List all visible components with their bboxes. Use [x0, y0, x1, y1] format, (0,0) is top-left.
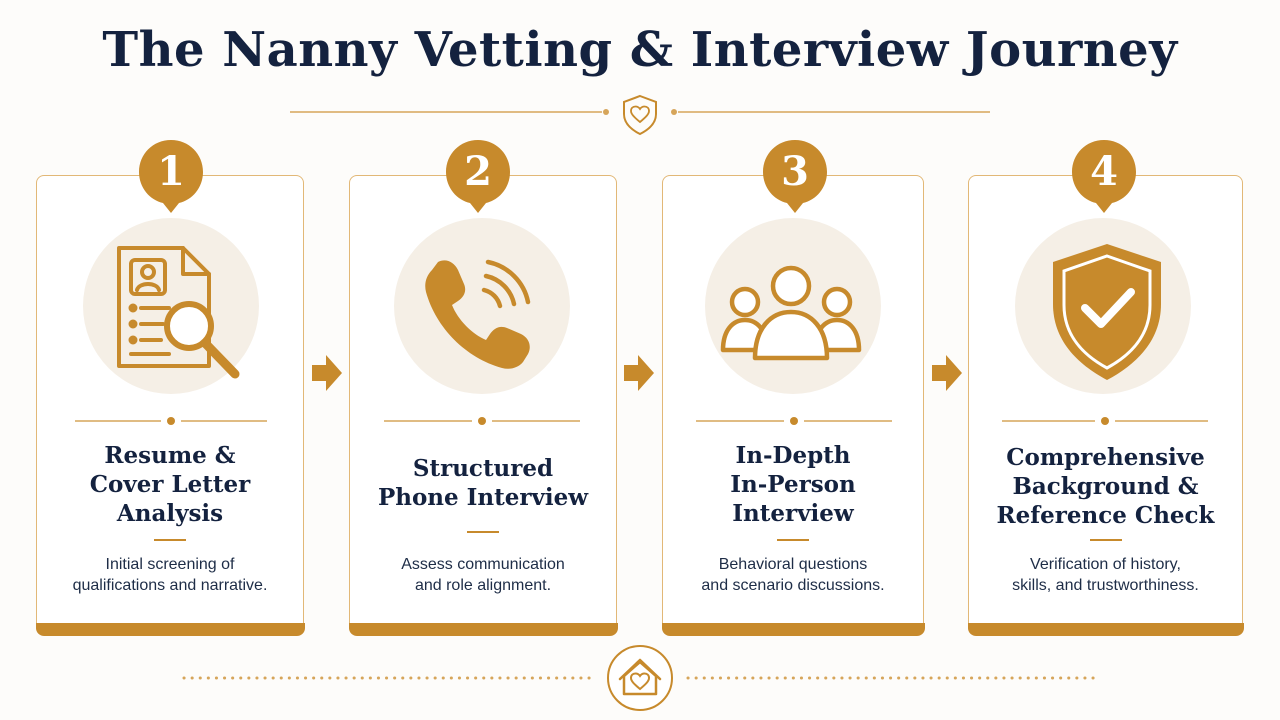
page-title: The Nanny Vetting & Interview Journey: [102, 22, 1178, 78]
step-number: 1: [157, 148, 185, 195]
divider: [1002, 414, 1208, 428]
divider: [75, 414, 267, 428]
step-badge-4: [1070, 138, 1138, 214]
step-title: Structured Phone Interview: [377, 455, 589, 511]
shield-heart-icon: [624, 96, 656, 134]
step-description: Assess communication and role alignment.: [401, 556, 565, 594]
step-number: 3: [781, 148, 809, 195]
card-footer-bar: [349, 623, 618, 636]
step-card-3: [662, 175, 924, 635]
step-title: Resume & Cover Letter Analysis: [89, 442, 251, 527]
arrow-right-icon: [624, 354, 654, 392]
people-group-icon: [719, 264, 863, 364]
step-badge-2: [444, 138, 512, 214]
card-footer-bar: [968, 623, 1244, 636]
divider: [384, 414, 580, 428]
step-description: Initial screening of qualifications and narrative.: [72, 556, 268, 594]
step-title: Comprehensive Background & Reference Check: [996, 444, 1215, 529]
title-underline: [1090, 539, 1122, 541]
card-footer-bar: [662, 623, 925, 636]
card-footer-bar: [36, 623, 305, 636]
title-underline: [154, 539, 186, 541]
shield-check-icon: [1047, 240, 1167, 386]
phone-call-icon: [420, 254, 540, 374]
arrow-right-icon: [932, 354, 962, 392]
resume-search-icon: [111, 242, 251, 382]
title-divider: [290, 88, 990, 136]
divider: [696, 414, 892, 428]
step-card-2: [349, 175, 617, 635]
title-underline: [467, 531, 499, 533]
step-description: Verification of history, skills, and trustworthiness.: [1012, 556, 1199, 594]
step-card-1: [36, 175, 304, 635]
step-number: 4: [1090, 148, 1118, 195]
step-title: In-Depth In-Person Interview: [730, 442, 856, 527]
title-underline: [777, 539, 809, 541]
arrow-right-icon: [312, 354, 342, 392]
step-badge-3: [761, 138, 829, 214]
footer-divider: [180, 636, 1100, 716]
house-heart-icon: [608, 646, 672, 710]
step-card-4: [968, 175, 1243, 635]
step-number: 2: [464, 148, 492, 195]
step-badge-1: [137, 138, 205, 214]
step-description: Behavioral questions and scenario discussions.: [701, 556, 885, 594]
